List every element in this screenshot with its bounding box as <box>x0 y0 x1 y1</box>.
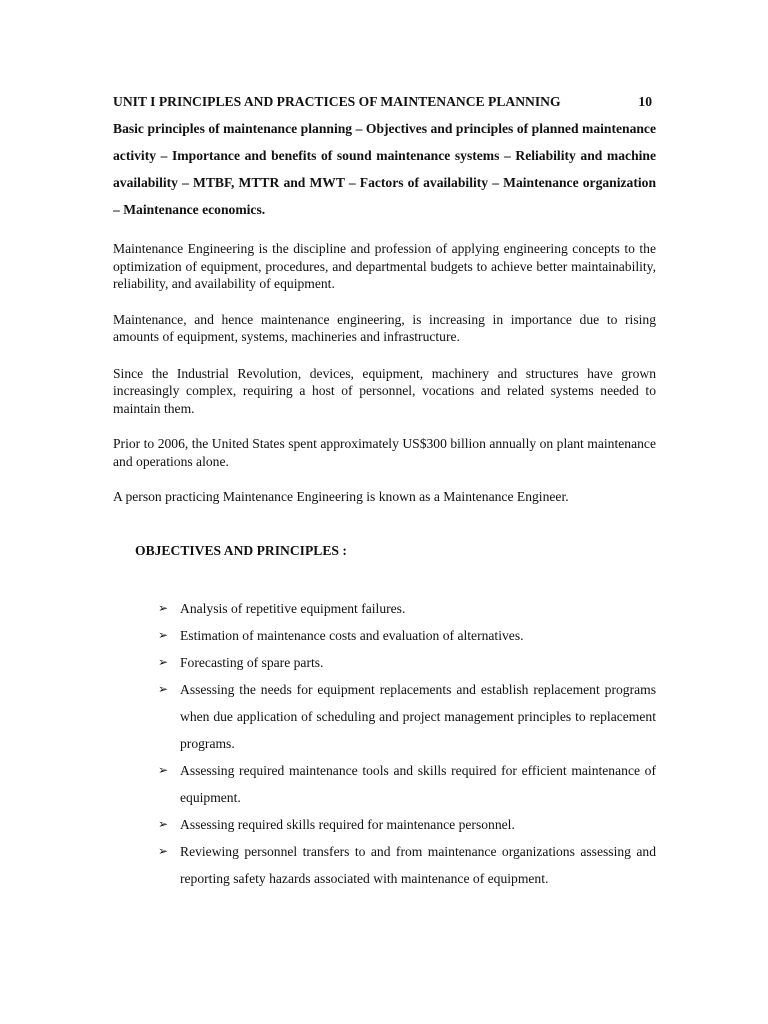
arrowhead-bullet-icon: ➢ <box>158 627 169 642</box>
arrowhead-bullet-icon: ➢ <box>158 681 169 696</box>
list-item <box>158 622 656 649</box>
arrowhead-bullet-icon: ➢ <box>158 654 169 669</box>
paragraph-definition: Maintenance Engineering is the discipline and profession of applying engineering concepts to the optimization of equipment, procedures, and departmental budgets to achieve better maintainability, reliability, and availability of equipment. <box>113 241 656 291</box>
unit-hours: 10 <box>638 94 652 109</box>
paragraph-industrial-revolution: Since the Industrial Revolution, devices, equipment, machinery and structures have grown increasingly complex, requiring a host of personnel, vocations and related systems needed to maintain them. <box>113 365 656 416</box>
paragraph-us-spending: Prior to 2006, the United States spent approximately US$300 billion annually on plant maintenance and operations alone. <box>113 436 656 469</box>
page-content <box>113 91 656 892</box>
list-item-text: Assessing required skills required for maintenance personnel. <box>180 816 515 832</box>
list-item-text: Estimation of maintenance costs and evaluation of alternatives. <box>180 627 524 643</box>
list-item <box>158 838 656 892</box>
paragraph-importance: Maintenance, and hence maintenance engineering, is increasing in importance due to rising amounts of equipment, systems, machineries and infrastructure. <box>113 311 656 344</box>
list-item <box>158 811 656 838</box>
list-item-text: Assessing the needs for equipment replacements and establish replacement programs when due application of scheduling and project management principles to replacement programs. <box>180 681 656 751</box>
list-item <box>158 649 656 676</box>
arrowhead-bullet-icon: ➢ <box>158 762 169 777</box>
list-item <box>158 676 656 757</box>
list-item-text: Analysis of repetitive equipment failures. <box>180 600 406 616</box>
unit-title <box>113 91 656 113</box>
arrowhead-bullet-icon: ➢ <box>158 843 169 858</box>
unit-title-text: UNIT I PRINCIPLES AND PRACTICES OF MAINTENANCE PLANNING <box>113 94 561 109</box>
objectives-list <box>158 595 656 892</box>
arrowhead-bullet-icon: ➢ <box>158 600 169 615</box>
arrowhead-bullet-icon: ➢ <box>158 816 169 831</box>
list-item-text: Reviewing personnel transfers to and from maintenance organizations assessing and reporting safety hazards associated with maintenance of equipment. <box>180 843 656 886</box>
paragraph-maintenance-engineer: A person practicing Maintenance Engineering is known as a Maintenance Engineer. <box>113 489 569 504</box>
section-heading: OBJECTIVES AND PRINCIPLES : <box>135 542 347 558</box>
list-item <box>158 757 656 811</box>
list-item-text: Assessing required maintenance tools and skills required for efficient maintenance of equipment. <box>180 762 656 805</box>
list-item-text: Forecasting of spare parts. <box>180 654 324 670</box>
list-item <box>158 595 656 622</box>
syllabus-topics: Basic principles of maintenance planning – Objectives and principles of planned maintenance activity – Importance and benefits of sound maintenance systems – Reliability and machine availability – MTBF, MTTR and MWT – Factors of availability – Maintenance organization – Maintenance economics. <box>113 121 656 217</box>
